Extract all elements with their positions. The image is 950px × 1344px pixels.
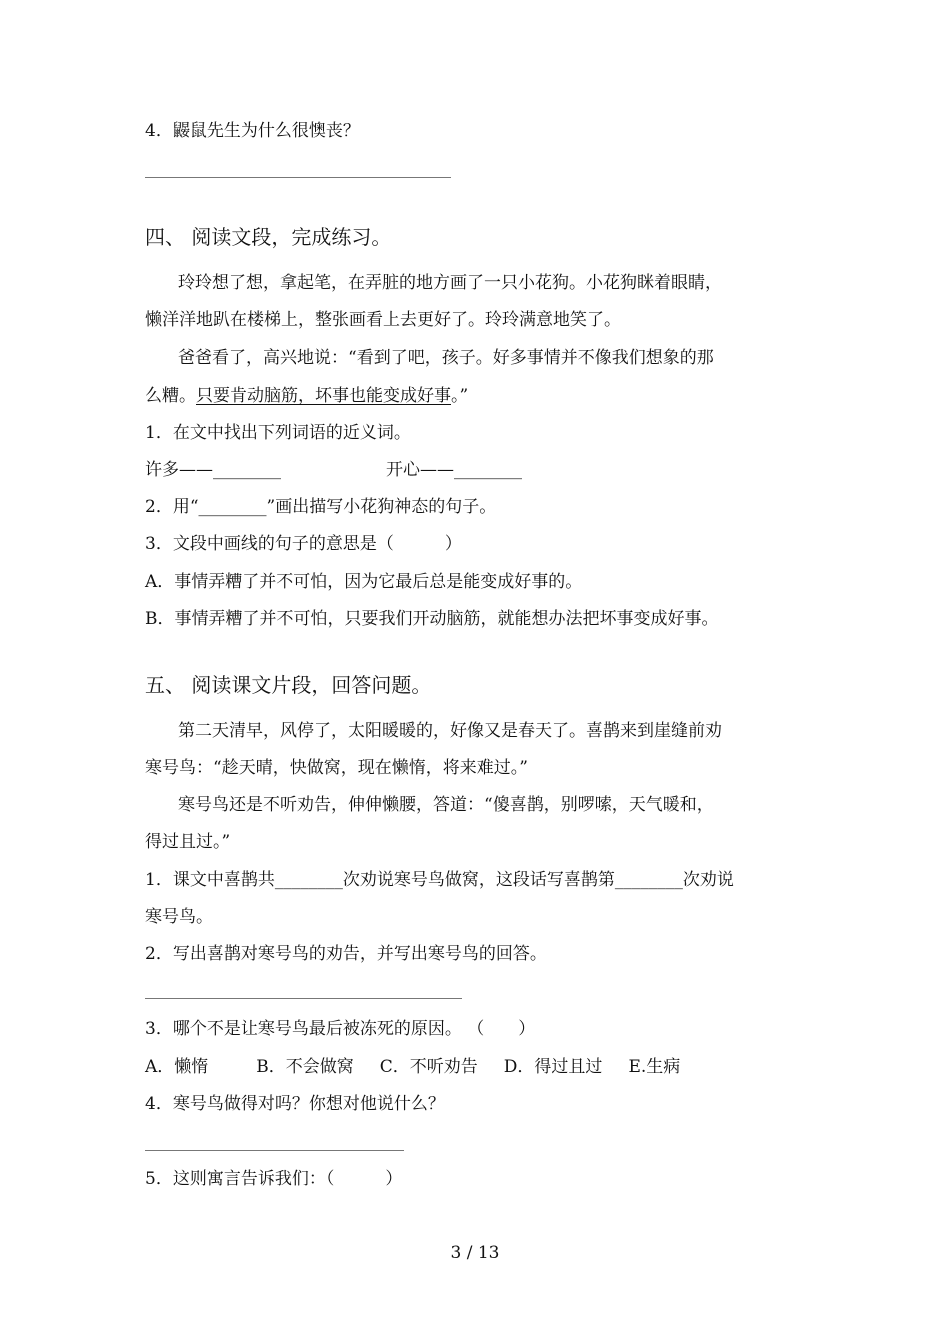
- answer-option: A．懒惰: [145, 1057, 209, 1077]
- answer-option: B．不会做窝: [256, 1057, 354, 1077]
- question-text: 寒号鸟。: [145, 907, 213, 927]
- question-text: 3．文段中画线的句子的意思是（ ）: [145, 534, 462, 554]
- passage-line: 第二天清早，风停了，太阳暖暖的，好像又是春天了。喜鹊来到崖缝前劝: [178, 721, 722, 741]
- passage-line: 爸爸看了，高兴地说：“看到了吧，孩子。好多事情并不像我们想象的那: [178, 348, 714, 368]
- options-row: [145, 1056, 680, 1078]
- page-number: 3 / 13: [450, 1243, 500, 1263]
- answer-line: [145, 1150, 404, 1151]
- question-text: 2．写出喜鹊对寒号鸟的劝告，并写出寒号鸟的回答。: [145, 944, 547, 964]
- section-heading: 五、 阅读课文片段，回答问题。: [145, 673, 432, 697]
- question-text: 4．鼹鼠先生为什么很懊丧？: [145, 121, 360, 141]
- answer-option: A．事情弄糟了并不可怕，因为它最后总是能变成好事的。: [145, 572, 583, 592]
- fill-blank: 许多——________: [145, 460, 281, 480]
- question-text: 4．寒号鸟做得对吗？你想对他说什么？: [145, 1094, 445, 1114]
- answer-option: D．得过且过: [503, 1057, 603, 1077]
- answer-line: [145, 177, 451, 178]
- answer-option: E.生病: [628, 1057, 681, 1077]
- question-text: 3．哪个不是让寒号鸟最后被冻死的原因。 （ ）: [145, 1019, 536, 1039]
- passage-line: 玲玲想了想，拿起笔，在弄脏的地方画了一只小花狗。小花狗眯着眼睛，: [178, 273, 722, 293]
- answer-option: B．事情弄糟了并不可怕，只要我们开动脑筋，就能想办法把坏事变成好事。: [145, 609, 719, 629]
- underlined-sentence: 只要肯动脑筋，坏事也能变成好事: [196, 386, 451, 406]
- question-text: 5．这则寓言告诉我们：（ ）: [145, 1169, 403, 1189]
- passage-line: 寒号鸟还是不听劝告，伸伸懒腰，答道：“傻喜鹊，别啰嗦，天气暖和，: [178, 795, 714, 815]
- passage-line: [145, 385, 468, 407]
- passage-text: 。”: [451, 386, 469, 406]
- question-text: 1．在文中找出下列词语的近义词。: [145, 423, 411, 443]
- question-text: 1．课文中喜鹊共________次劝说寒号鸟做窝，这段话写喜鹊第________次劝说: [145, 870, 734, 890]
- answer-line: [145, 998, 462, 999]
- section-heading: 四、 阅读文段，完成练习。: [145, 225, 392, 249]
- question-text: 2．用“________”画出描写小花狗神态的句子。: [145, 497, 497, 517]
- passage-line: 得过且过。”: [145, 832, 231, 852]
- passage-line: 寒号鸟：“趁天晴，快做窝，现在懒惰，将来难过。”: [145, 758, 528, 778]
- fill-blank-row: [145, 459, 522, 481]
- answer-option: C．不听劝告: [379, 1057, 478, 1077]
- fill-blank: 开心——________: [386, 460, 522, 480]
- passage-text: 么糟。: [145, 386, 196, 406]
- passage-line: 懒洋洋地趴在楼梯上，整张画看上去更好了。玲玲满意地笑了。: [145, 310, 621, 330]
